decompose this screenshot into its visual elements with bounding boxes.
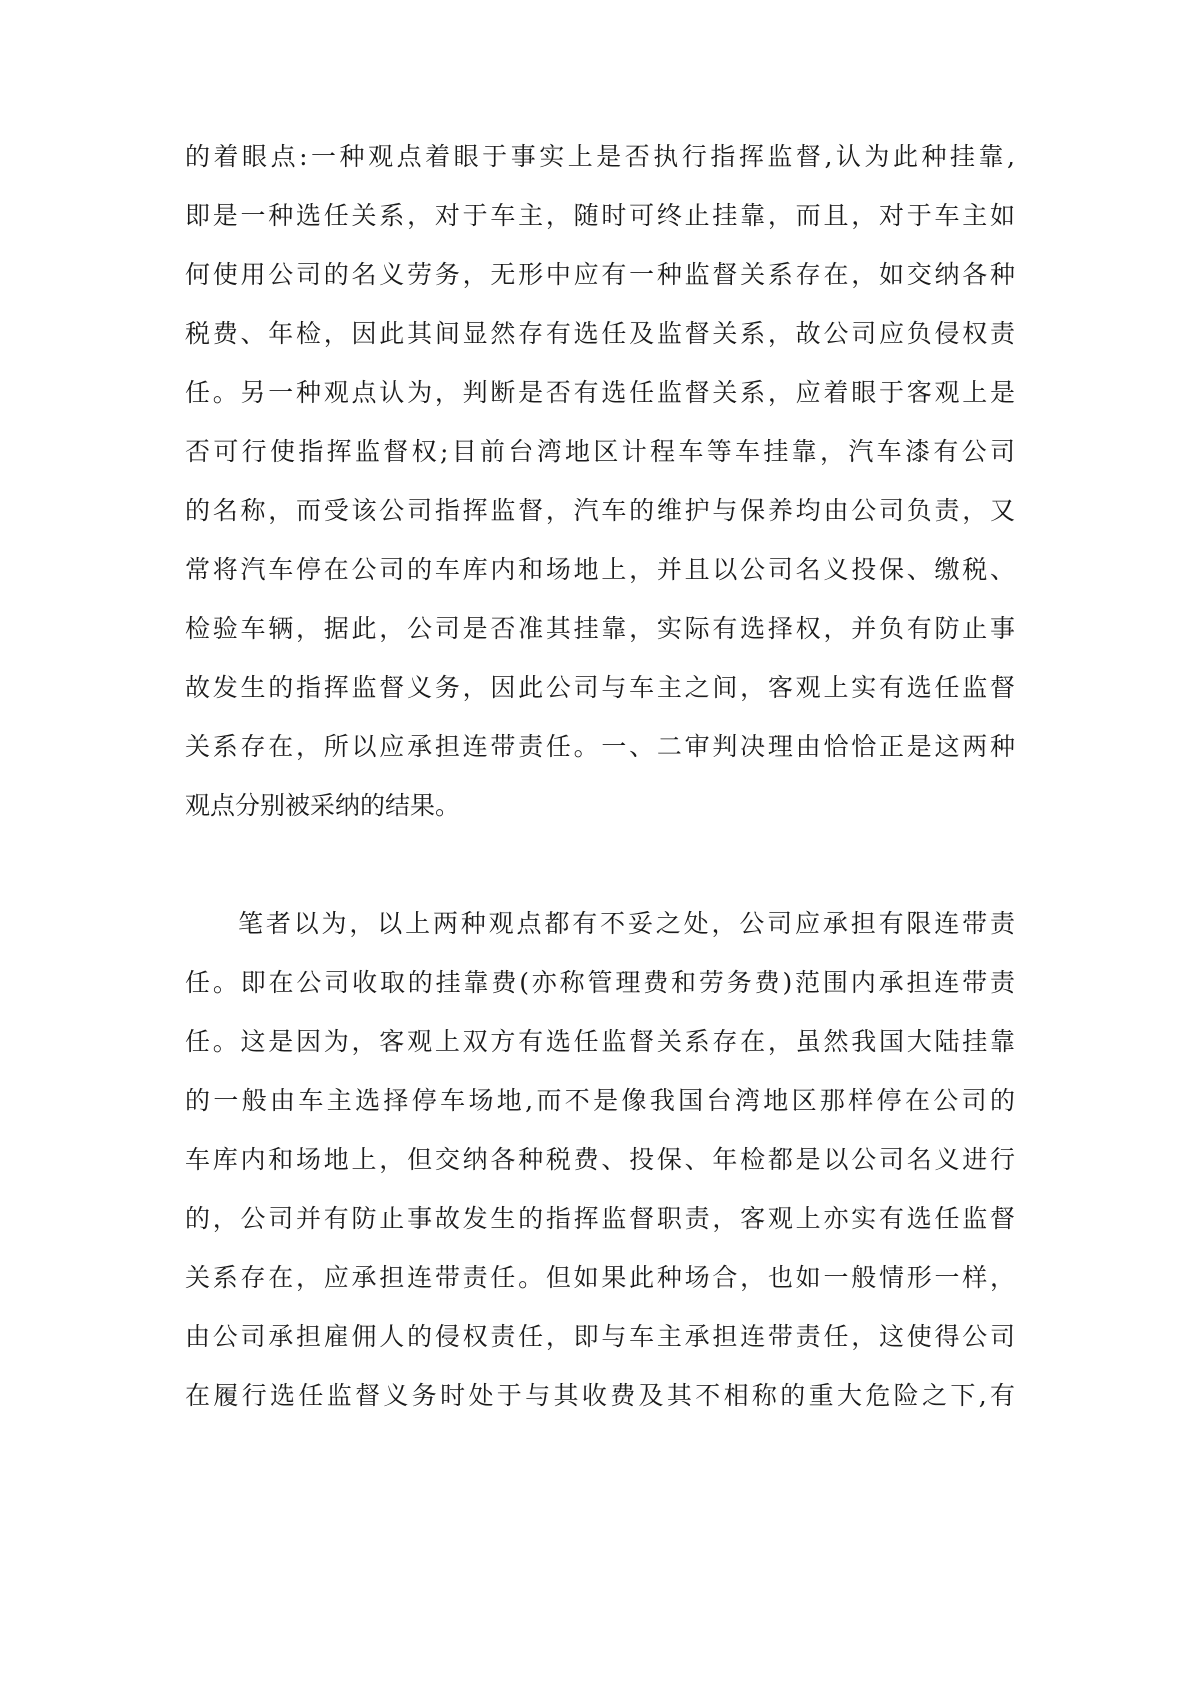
paragraph-2-line-2: 任。即在公司收取的挂靠费(亦称管理费和劳务费)范围内承担连带责: [185, 968, 1015, 997]
paragraph-1-line-11: 关系存在，所以应承担连带责任。一、二审判决理由恰恰正是这两种: [185, 732, 1015, 761]
paragraph-2-line-5: 车库内和场地上，但交纳各种税费、投保、年检都是以公司名义进行: [185, 1145, 1015, 1174]
paragraph-2-line-4: 的一般由车主选择停车场地,而不是像我国台湾地区那样停在公司的: [185, 1086, 1015, 1115]
paragraph-2-line-8: 由公司承担雇佣人的侵权责任，即与车主承担连带责任，这使得公司: [185, 1322, 1015, 1351]
paragraph-1-line-10: 故发生的指挥监督义务，因此公司与车主之间，客观上实有选任监督: [185, 673, 1015, 702]
paragraph-2-line-7: 关系存在，应承担连带责任。但如果此种场合，也如一般情形一样，: [185, 1263, 1015, 1292]
paragraph-1-line-6: 否可行使指挥监督权;目前台湾地区计程车等车挂靠，汽车漆有公司: [185, 437, 1015, 466]
paragraph-1-line-1: 的着眼点:一种观点着眼于事实上是否执行指挥监督,认为此种挂靠,: [185, 142, 1015, 171]
paragraph-2-line-6: 的，公司并有防止事故发生的指挥监督职责，客观上亦实有选任监督: [185, 1204, 1015, 1233]
paragraph-2-line-1: 笔者以为，以上两种观点都有不妥之处，公司应承担有限连带责: [238, 909, 1015, 938]
paragraph-1-line-3: 何使用公司的名义劳务，无形中应有一种监督关系存在，如交纳各种: [185, 260, 1015, 289]
paragraph-1-line-4: 税费、年检，因此其间显然存有选任及监督关系，故公司应负侵权责: [185, 319, 1015, 348]
paragraph-1-line-5: 任。另一种观点认为，判断是否有选任监督关系，应着眼于客观上是: [185, 378, 1015, 407]
paragraph-1-line-7: 的名称，而受该公司指挥监督，汽车的维护与保养均由公司负责，又: [185, 496, 1015, 525]
paragraph-2-line-9: 在履行选任监督义务时处于与其收费及其不相称的重大危险之下,有: [185, 1381, 1015, 1410]
paragraph-1-line-8: 常将汽车停在公司的车库内和场地上，并且以公司名义投保、缴税、: [185, 555, 1015, 584]
paragraph-1-line-2: 即是一种选任关系，对于车主，随时可终止挂靠，而且，对于车主如: [185, 201, 1015, 230]
paragraph-1-line-12: 观点分别被采纳的结果。: [185, 791, 461, 820]
paragraph-2-line-3: 任。这是因为，客观上双方有选任监督关系存在，虽然我国大陆挂靠: [185, 1027, 1015, 1056]
paragraph-1-line-9: 检验车辆，据此，公司是否准其挂靠，实际有选择权，并负有防止事: [185, 614, 1015, 643]
